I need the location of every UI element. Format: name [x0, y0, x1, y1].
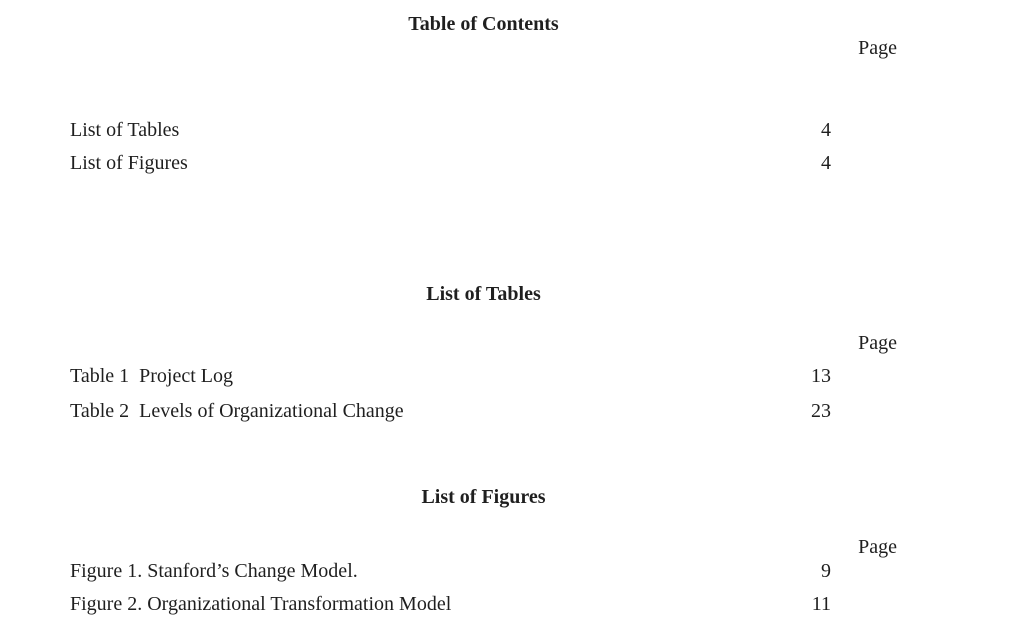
table-entry-label: Table 1 Project Log [70, 365, 233, 387]
list-of-figures-entry-figure-2[interactable] [70, 593, 831, 616]
toc-entry-list-of-figures[interactable] [70, 152, 831, 175]
toc-entry-label: List of Tables [70, 119, 180, 141]
table-entry-page-number: 13 [811, 365, 831, 387]
toc-page-column-header: Page [858, 37, 897, 59]
list-of-figures-entry-figure-1[interactable] [70, 560, 831, 583]
list-of-figures-title: List of Figures [421, 486, 546, 508]
list-of-tables-entry-table-1[interactable] [70, 365, 831, 388]
figure-entry-label: Figure 2. Organizational Transformation Model [70, 593, 452, 615]
list-of-tables-entry-table-2[interactable] [70, 400, 831, 423]
toc-entry-page-number: 4 [821, 152, 831, 174]
list-of-tables-title: List of Tables [426, 283, 541, 305]
list-of-figures-page-column-header: Page [858, 536, 897, 558]
figure-entry-label: Figure 1. Stanford’s Change Model. [70, 560, 358, 582]
toc-entry-page-number: 4 [821, 119, 831, 141]
list-of-tables-page-column-header: Page [858, 332, 897, 354]
figure-entry-page-number: 9 [821, 560, 831, 582]
toc-title: Table of Contents [408, 13, 559, 35]
table-entry-label: Table 2 Levels of Organizational Change [70, 400, 404, 422]
table-entry-page-number: 23 [811, 400, 831, 422]
figure-entry-page-number: 11 [811, 593, 831, 615]
toc-entry-label: List of Figures [70, 152, 188, 174]
toc-entry-list-of-tables[interactable] [70, 119, 831, 142]
